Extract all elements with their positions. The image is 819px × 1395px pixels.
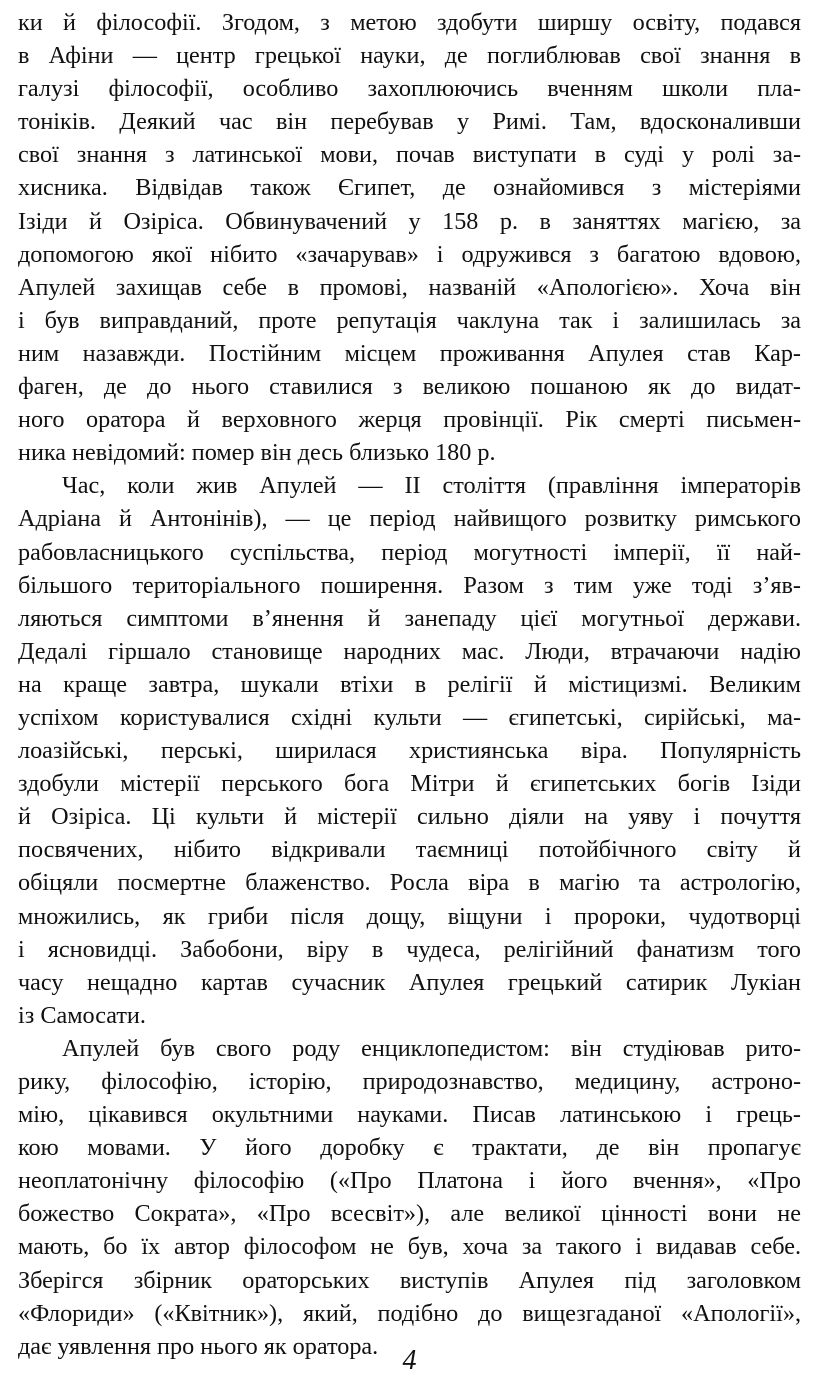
text-line: часу нещадно картав сучасник Апулея грецький сатирик Лукіан: [18, 968, 801, 996]
text-line: «Флориди» («Квітник»), який, подібно до вищезгаданої «Апології»,: [18, 1299, 801, 1327]
text-line: рику, філософію, історію, природознавство, медицину, астроно-: [18, 1068, 801, 1095]
text-line: Зберігся збірник ораторських виступів Апулея під заголовком: [18, 1266, 801, 1294]
text-line: Апулей захищав себе в промові, названій «Апологією». Хоча він: [18, 273, 801, 301]
text-line: в Афіни — центр грецької науки, де поглиблював свої знання в: [18, 42, 801, 70]
text-line: ного оратора й верховного жерця провінції. Рік смерті письмен-: [18, 406, 801, 434]
text-line: рабовласницького суспільства, період могутності імперії, її най-: [18, 538, 801, 566]
text-line: і був виправданий, проте репутація чаклуна так і залишилась за: [18, 306, 801, 334]
text-line: успіхом користувалися східні культи — єгипетські, сирійські, ма-: [18, 703, 801, 731]
text-line: Апулей був свого роду енциклопедистом: він студіював рито-: [62, 1034, 801, 1062]
text-line: більшого територіального поширення. Разом з тим уже тоді з’яв-: [18, 571, 801, 599]
text-line: здобули містерії перського бога Мітри й єгипетських богів Ізіди: [18, 770, 801, 798]
text-line: допомогою якої нібито «зачарував» і одружився з багатою вдовою,: [18, 240, 801, 268]
text-line: ника невідомий: помер він десь близько 180 р.: [18, 439, 496, 467]
text-line: галузі філософії, особливо захоплюючись вченням школи пла-: [18, 75, 801, 103]
text-line: ляються симптоми в’янення й занепаду цієї могутньої держави.: [18, 604, 801, 632]
text-line: мію, цікавився окультними науками. Писав латинською і грець-: [18, 1101, 801, 1129]
text-line: Дедалі гіршало становище народних мас. Люди, втрачаючи надію: [18, 637, 801, 665]
paragraph-1: [18, 6, 801, 469]
text-line: ним назавжди. Постійним місцем проживання Апулея став Кар-: [18, 339, 801, 367]
text-line: кою мовами. У його доробку є трактати, де він пропагує: [18, 1134, 801, 1162]
text-line: фаген, де до нього ставилися з великою пошаною як до видат-: [18, 373, 801, 401]
text-line: Час, коли жив Апулей — ІІ століття (правління імператорів: [62, 472, 801, 500]
text-line: множились, як гриби після дощу, віщуни і пророки, чудотворці: [18, 902, 801, 930]
text-line: посвячених, нібито відкривали таємниці потойбічного світу й: [18, 836, 801, 864]
text-line: на краще завтра, шукали втіхи в релігії й містицизмі. Великим: [18, 670, 801, 698]
paragraph-2: [18, 469, 801, 1032]
text-line: божество Сократа», «Про всесвіт»), але великої цінності вони не: [18, 1200, 801, 1228]
text-line: неоплатонічну філософію («Про Платона і його вчення», «Про: [18, 1167, 801, 1195]
text-line: і ясновидці. Забобони, віру в чудеса, релігійний фанатизм того: [18, 935, 801, 963]
text-line: й Озіріса. Ці культи й містерії сильно діяли на уяву і почуття: [18, 803, 801, 831]
page-number: 4: [402, 1345, 417, 1376]
text-line: Ізіди й Озіріса. Обвинувачений у 158 р. в заняттях магією, за: [18, 207, 801, 235]
text-line: свої знання з латинської мови, почав виступати в суді у ролі за-: [18, 141, 801, 169]
text-line: мають, бо їх автор філософом не був, хоча за такого і видавав себе.: [18, 1233, 801, 1261]
page-body: [18, 6, 801, 1363]
text-line: Адріана й Антонінів), — це період найвищого розвитку римського: [18, 505, 801, 533]
text-line: лоазійські, перські, ширилася християнська віра. Популярність: [18, 737, 801, 765]
text-line: дає уявлення про нього як оратора.: [18, 1332, 379, 1360]
text-line: ки й філософії. Згодом, з метою здобути ширшу освіту, подався: [18, 9, 801, 36]
text-line: обіцяли посмертне блаженство. Росла віра в магію та астрологію,: [18, 869, 801, 897]
paragraph-3: [18, 1032, 801, 1363]
text-line: тоніків. Деякий час він перебував у Римі. Там, вдосконаливши: [18, 108, 801, 136]
text-line: із Самосати.: [18, 1001, 146, 1029]
text-line: хисника. Відвідав також Єгипет, де ознайомився з містеріями: [18, 174, 801, 202]
